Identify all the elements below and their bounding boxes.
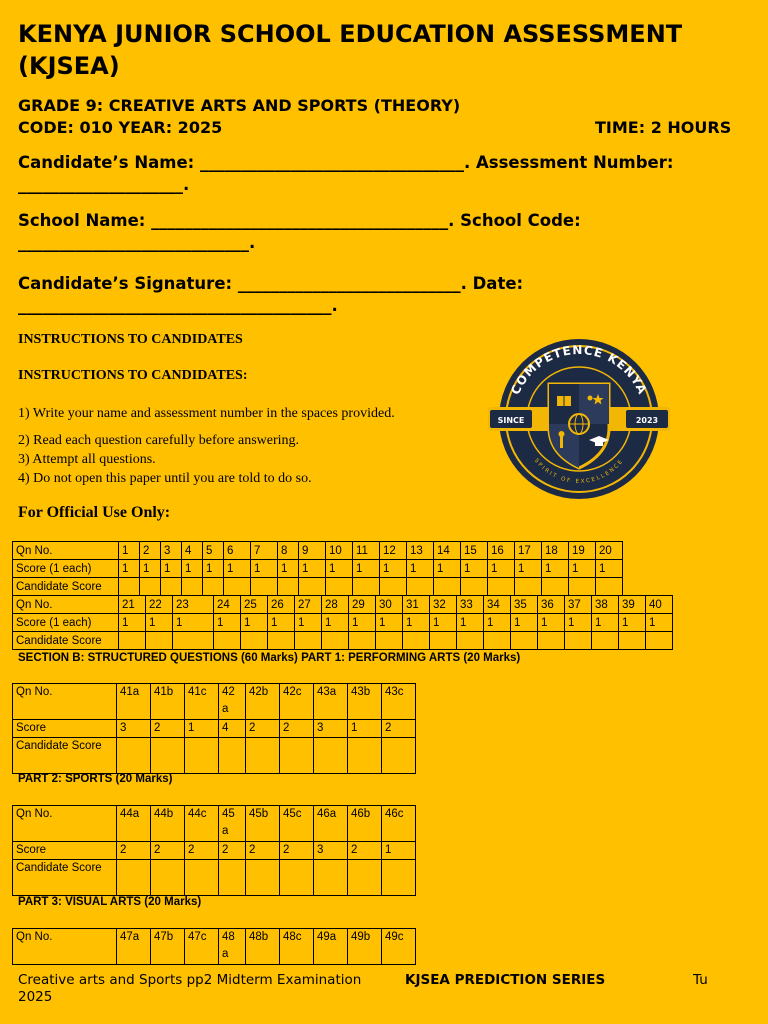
part2-heading: PART 2: SPORTS (20 Marks) [18, 773, 173, 785]
candidate-score-cell[interactable] [119, 578, 140, 596]
page-title: KENYA JUNIOR SCHOOL EDUCATION ASSESSMENT (KJSEA) [18, 20, 683, 80]
candidate-score-cell[interactable] [376, 632, 403, 650]
candidate-score-cell[interactable] [349, 632, 376, 650]
qn-cell: 37 [565, 596, 592, 614]
qn-cell: 15 [461, 542, 488, 560]
qn-cell: 41b [151, 684, 185, 720]
score-cell: 1 [348, 720, 382, 738]
qn-cell: 47a [117, 929, 151, 965]
row-label: Qn No. [13, 596, 119, 614]
score-cell: 2 [151, 842, 185, 860]
part3-score-table [12, 928, 416, 965]
score-cell: 1 [140, 560, 161, 578]
candidate-score-cell[interactable] [268, 632, 295, 650]
score-cell: 2 [280, 842, 314, 860]
footer-center: KJSEA PREDICTION SERIES [405, 972, 606, 988]
score-cell: 1 [488, 560, 515, 578]
candidate-score-cell[interactable] [326, 578, 353, 596]
score-cell: 1 [542, 560, 569, 578]
score-cell: 1 [161, 560, 182, 578]
qn-cell: 40 [646, 596, 673, 614]
score-cell: 1 [484, 614, 511, 632]
paper-code: CODE: 010 YEAR: 2025 [18, 118, 223, 137]
row-label: Qn No. [13, 542, 119, 560]
candidate-score-cell[interactable] [119, 632, 146, 650]
score-cell: 1 [461, 560, 488, 578]
score-cell: 2 [246, 720, 280, 738]
candidate-score-cell[interactable] [117, 738, 151, 774]
score-cell: 3 [314, 720, 348, 738]
score-cell: 1 [380, 560, 407, 578]
score-cell: 1 [299, 560, 326, 578]
competence-kenya-logo [486, 336, 672, 502]
signature-field[interactable]: Candidate’s Signature: ___________________________. Date: ______________________________________. [18, 274, 524, 315]
table-row [13, 632, 673, 650]
candidate-score-cell[interactable] [246, 738, 280, 774]
row-label: Candidate Score [13, 738, 117, 774]
qn-cell: 49a [314, 929, 348, 965]
qn-cell: 44b [151, 806, 185, 842]
row-label: Score (1 each) [13, 614, 119, 632]
table-row [13, 842, 416, 860]
table-row [13, 578, 623, 596]
candidate-score-cell[interactable] [161, 578, 182, 596]
instructions-subheading: INSTRUCTIONS TO CANDIDATES: [18, 368, 248, 383]
candidate-score-cell[interactable] [219, 738, 246, 774]
score-cell: 1 [569, 560, 596, 578]
torch-icon [560, 436, 563, 448]
candidate-score-cell[interactable] [484, 632, 511, 650]
score-cell: 1 [515, 560, 542, 578]
candidate-score-cell[interactable] [380, 578, 407, 596]
qn-cell: 45c [280, 806, 314, 842]
qn-cell: 12 [380, 542, 407, 560]
candidate-score-cell[interactable] [434, 578, 461, 596]
instruction-item: 4) Do not open this paper until you are told to do so. [18, 471, 312, 486]
qn-cell: 22 [146, 596, 173, 614]
candidate-score-cell[interactable] [565, 632, 592, 650]
qn-cell: 14 [434, 542, 461, 560]
score-cell: 1 [322, 614, 349, 632]
score-cell: 1 [241, 614, 268, 632]
score-cell: 1 [596, 560, 623, 578]
qn-cell: 43a [314, 684, 348, 720]
qn-cell: 17 [515, 542, 542, 560]
qn-cell: 41c [185, 684, 219, 720]
exam-time: TIME: 2 HOURS [595, 118, 732, 137]
candidate-score-cell[interactable] [219, 860, 246, 896]
candidate-score-cell[interactable] [241, 632, 268, 650]
qn-cell: 2 [140, 542, 161, 560]
qn-cell: 42 a [219, 684, 246, 720]
qn-cell: 42c [280, 684, 314, 720]
candidate-score-cell[interactable] [224, 578, 251, 596]
score-cell: 1 [146, 614, 173, 632]
qn-cell: 21 [119, 596, 146, 614]
score-cell: 1 [326, 560, 353, 578]
candidate-score-cell[interactable] [596, 578, 623, 596]
qn-cell: 42b [246, 684, 280, 720]
row-label: Qn No. [13, 929, 117, 965]
score-cell: 1 [349, 614, 376, 632]
qn-cell: 8 [278, 542, 299, 560]
score-cell: 2 [246, 842, 280, 860]
candidate-score-cell[interactable] [515, 578, 542, 596]
qn-cell: 31 [403, 596, 430, 614]
qn-cell: 6 [224, 542, 251, 560]
score-cell: 1 [251, 560, 278, 578]
candidate-name-field[interactable]: Candidate’s Name: ________________________________. Assessment Number: ____________________. [18, 153, 674, 194]
candidate-score-cell[interactable] [278, 578, 299, 596]
part1-score-table [12, 683, 416, 774]
logo-arc-text: COMPETENCE KENYA [508, 342, 650, 397]
grade-subject: GRADE 9: CREATIVE ARTS AND SPORTS (THEORY) [18, 96, 461, 115]
qn-cell: 46c [382, 806, 416, 842]
candidate-score-cell[interactable] [457, 632, 484, 650]
table-row [13, 929, 416, 965]
qn-cell: 44c [185, 806, 219, 842]
score-cell: 1 [538, 614, 565, 632]
score-cell: 1 [182, 560, 203, 578]
score-cell: 2 [151, 720, 185, 738]
instruction-item: 2) Read each question carefully before answering. [18, 433, 300, 448]
score-cell: 1 [646, 614, 673, 632]
score-cell: 1 [278, 560, 299, 578]
part2-score-table [12, 805, 416, 896]
qn-cell: 49b [348, 929, 382, 965]
candidate-score-cell[interactable] [488, 578, 515, 596]
logo-year: 2023 [635, 416, 659, 425]
qn-cell: 20 [596, 542, 623, 560]
score-cell: 1 [214, 614, 241, 632]
table-row [13, 738, 416, 774]
section-a-table-1 [12, 541, 623, 596]
table-row [13, 596, 673, 614]
row-label: Candidate Score [13, 632, 119, 650]
table-row [13, 684, 416, 720]
candidate-score-cell[interactable] [214, 632, 241, 650]
qn-cell: 33 [457, 596, 484, 614]
qn-cell: 30 [376, 596, 403, 614]
candidate-score-cell[interactable] [246, 860, 280, 896]
qn-cell: 45 a [219, 806, 246, 842]
score-cell: 1 [619, 614, 646, 632]
candidate-score-cell[interactable] [295, 632, 322, 650]
qn-cell: 34 [484, 596, 511, 614]
candidate-score-cell[interactable] [348, 738, 382, 774]
score-cell: 2 [348, 842, 382, 860]
candidate-score-cell[interactable] [461, 578, 488, 596]
qn-cell: 29 [349, 596, 376, 614]
qn-cell: 24 [214, 596, 241, 614]
table-row [13, 560, 623, 578]
section-b-heading: SECTION B: STRUCTURED QUESTIONS (60 Marks) PART 1: PERFORMING ARTS (20 Marks) [18, 652, 521, 664]
logo-motto: SPIRIT OF EXCELLENCE [532, 457, 626, 486]
candidate-score-cell[interactable] [151, 860, 185, 896]
score-cell: 2 [280, 720, 314, 738]
qn-cell: 41a [117, 684, 151, 720]
candidate-score-cell[interactable] [182, 578, 203, 596]
row-label: Candidate Score [13, 578, 119, 596]
qn-cell: 25 [241, 596, 268, 614]
score-cell: 4 [219, 720, 246, 738]
candidate-score-cell[interactable] [185, 738, 219, 774]
qn-cell: 7 [251, 542, 278, 560]
instruction-item: 3) Attempt all questions. [18, 452, 156, 467]
section-a-table-2 [12, 595, 673, 650]
candidate-score-cell[interactable] [538, 632, 565, 650]
score-cell: 2 [185, 842, 219, 860]
candidate-score-cell[interactable] [146, 632, 173, 650]
qn-cell: 49c [382, 929, 416, 965]
qn-cell: 48 a [219, 929, 246, 965]
candidate-score-cell[interactable] [140, 578, 161, 596]
qn-cell: 39 [619, 596, 646, 614]
score-cell: 2 [117, 842, 151, 860]
qn-cell: 48b [246, 929, 280, 965]
candidate-score-cell[interactable] [185, 860, 219, 896]
qn-cell: 47b [151, 929, 185, 965]
qn-cell: 46a [314, 806, 348, 842]
score-cell: 1 [203, 560, 224, 578]
qn-cell: 26 [268, 596, 295, 614]
candidate-score-cell[interactable] [353, 578, 380, 596]
footer-left: Creative arts and Sports pp2 Midterm Examination 2025 [18, 972, 362, 1005]
qn-cell: 28 [322, 596, 349, 614]
candidate-score-cell[interactable] [280, 860, 314, 896]
part3-heading: PART 3: VISUAL ARTS (20 Marks) [18, 896, 202, 908]
table-row [13, 614, 673, 632]
row-label: Score [13, 842, 117, 860]
row-label: Qn No. [13, 806, 117, 842]
qn-cell: 43b [348, 684, 382, 720]
candidate-score-cell[interactable] [542, 578, 569, 596]
qn-cell: 11 [353, 542, 380, 560]
candidate-score-cell[interactable] [173, 632, 214, 650]
candidate-score-cell[interactable] [151, 738, 185, 774]
table-row [13, 542, 623, 560]
score-cell: 1 [457, 614, 484, 632]
row-label: Candidate Score [13, 860, 117, 896]
score-cell: 1 [565, 614, 592, 632]
school-name-field[interactable]: School Name: ____________________________________. School Code: ____________________________. [18, 211, 581, 252]
candidate-score-cell[interactable] [203, 578, 224, 596]
instructions-list [18, 404, 395, 488]
candidate-score-cell[interactable] [348, 860, 382, 896]
qn-cell: 5 [203, 542, 224, 560]
row-label: Qn No. [13, 684, 117, 720]
official-use-heading: For Official Use Only: [18, 504, 171, 521]
qn-cell: 35 [511, 596, 538, 614]
candidate-score-cell[interactable] [322, 632, 349, 650]
score-cell: 1 [268, 614, 295, 632]
candidate-score-cell[interactable] [314, 738, 348, 774]
score-cell: 1 [376, 614, 403, 632]
score-cell: 1 [511, 614, 538, 632]
qn-cell: 32 [430, 596, 457, 614]
score-cell: 1 [407, 560, 434, 578]
candidate-score-cell[interactable] [511, 632, 538, 650]
score-cell: 1 [592, 614, 619, 632]
score-cell: 1 [173, 614, 214, 632]
score-cell: 1 [119, 614, 146, 632]
qn-cell: 1 [119, 542, 140, 560]
candidate-score-cell[interactable] [382, 860, 416, 896]
qn-cell: 13 [407, 542, 434, 560]
qn-cell: 43c [382, 684, 416, 720]
candidate-score-cell[interactable] [407, 578, 434, 596]
candidate-score-cell[interactable] [619, 632, 646, 650]
score-cell: 3 [314, 842, 348, 860]
table-row [13, 806, 416, 842]
candidate-score-cell[interactable] [117, 860, 151, 896]
qn-cell: 36 [538, 596, 565, 614]
candidate-score-cell[interactable] [382, 738, 416, 774]
candidate-score-cell[interactable] [299, 578, 326, 596]
candidate-score-cell[interactable] [280, 738, 314, 774]
qn-cell: 4 [182, 542, 203, 560]
instruction-item: 1) Write your name and assessment number in the spaces provided. [18, 406, 395, 421]
logo-since: SINCE [497, 416, 525, 425]
qn-cell: 23 [173, 596, 214, 614]
qn-cell: 3 [161, 542, 182, 560]
candidate-score-cell[interactable] [430, 632, 457, 650]
table-row [13, 720, 416, 738]
candidate-score-cell[interactable] [569, 578, 596, 596]
qn-cell: 45b [246, 806, 280, 842]
score-cell: 3 [117, 720, 151, 738]
qn-cell: 9 [299, 542, 326, 560]
candidate-score-cell[interactable] [251, 578, 278, 596]
score-cell: 1 [430, 614, 457, 632]
candidate-score-cell[interactable] [592, 632, 619, 650]
score-cell: 1 [224, 560, 251, 578]
qn-cell: 27 [295, 596, 322, 614]
score-cell: 2 [382, 720, 416, 738]
qn-cell: 44a [117, 806, 151, 842]
score-cell: 1 [185, 720, 219, 738]
candidate-score-cell[interactable] [314, 860, 348, 896]
qn-cell: 10 [326, 542, 353, 560]
score-cell: 1 [382, 842, 416, 860]
qn-cell: 46b [348, 806, 382, 842]
score-cell: 2 [219, 842, 246, 860]
table-row [13, 860, 416, 896]
qn-cell: 19 [569, 542, 596, 560]
score-cell: 1 [434, 560, 461, 578]
score-cell: 1 [403, 614, 430, 632]
row-label: Score [13, 720, 117, 738]
row-label: Score (1 each) [13, 560, 119, 578]
qn-cell: 16 [488, 542, 515, 560]
footer-right: Tu [693, 972, 708, 988]
score-cell: 1 [353, 560, 380, 578]
score-cell: 1 [295, 614, 322, 632]
qn-cell: 18 [542, 542, 569, 560]
qn-cell: 38 [592, 596, 619, 614]
qn-cell: 48c [280, 929, 314, 965]
instructions-heading: INSTRUCTIONS TO CANDIDATES [18, 332, 243, 347]
candidate-score-cell[interactable] [646, 632, 673, 650]
qn-cell: 47c [185, 929, 219, 965]
candidate-score-cell[interactable] [403, 632, 430, 650]
score-cell: 1 [119, 560, 140, 578]
